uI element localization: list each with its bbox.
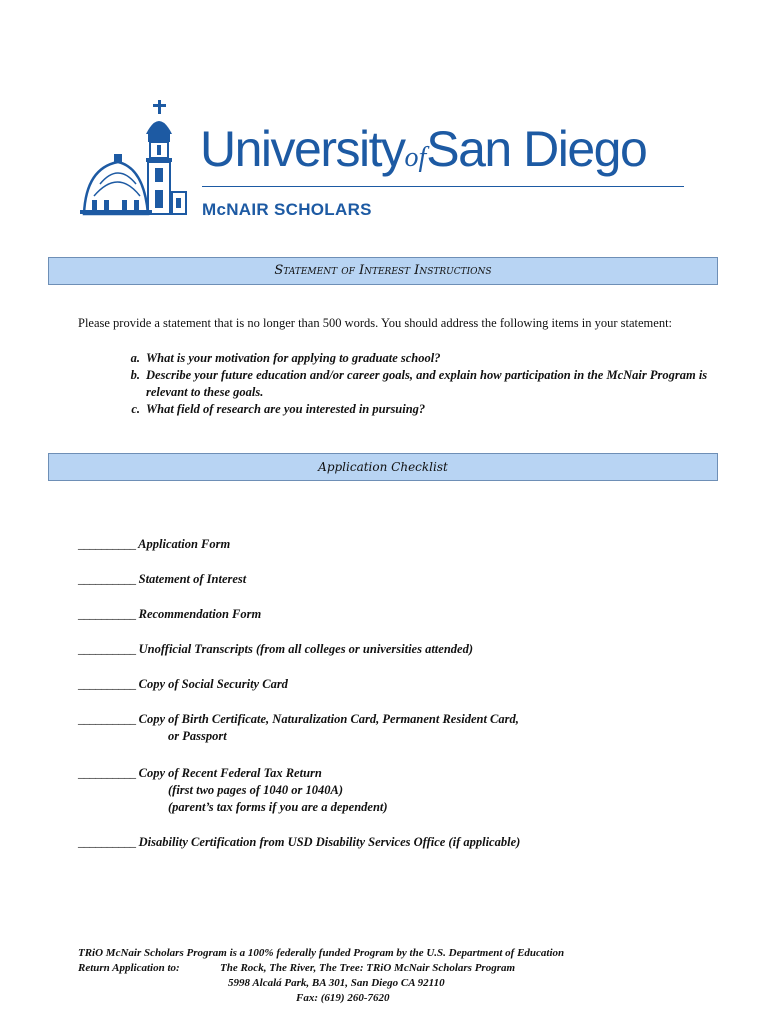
statement-item — [108, 350, 708, 367]
wordmark-rule — [202, 186, 684, 187]
footer-return-row — [78, 961, 718, 976]
checkbox-blank[interactable]: __________ — [78, 766, 136, 780]
checklist-label: Application Form — [138, 537, 231, 551]
checkbox-blank[interactable]: __________ — [78, 677, 136, 691]
checkbox-blank[interactable]: __________ — [78, 537, 136, 551]
subbrand: McNAIR SCHOLARS — [202, 200, 372, 219]
footer-return-value: The Rock, The River, The Tree: TRiO McNair Scholars Program — [220, 962, 516, 974]
checklist-item — [78, 536, 230, 553]
checklist-label: Copy of Birth Certificate, Naturalization Card, Permanent Resident Card, — [138, 712, 519, 726]
checklist-item — [78, 765, 388, 816]
checklist-heading: Application Checklist — [318, 460, 448, 474]
statement-intro: Please provide a statement that is no longer than 500 words. You should address the following items in your statement: — [78, 316, 673, 330]
checkbox-blank[interactable]: __________ — [78, 835, 136, 849]
checklist-label: Unofficial Transcripts (from all colleges or universities attended) — [138, 642, 473, 656]
item-text: What is your motivation for applying to graduate school? — [146, 351, 441, 365]
checklist-item — [78, 571, 246, 588]
item-text: Describe your future education and/or career goals, and explain how participation in the McNair Program is relevant to these goals. — [146, 368, 708, 399]
statement-item — [108, 401, 708, 418]
checkbox-blank[interactable]: __________ — [78, 572, 136, 586]
checklist-item — [78, 834, 520, 851]
checklist-item — [78, 641, 473, 658]
footer-address: 5998 Alcalá Park, BA 301, San Diego CA 92110 — [228, 977, 445, 989]
checkbox-blank[interactable]: __________ — [78, 712, 136, 726]
footer-funding-line: TRiO McNair Scholars Program is a 100% federally funded Program by the U.S. Department of Education — [78, 947, 565, 959]
footer-return-label: Return Application to: — [78, 962, 180, 974]
checklist-sublabel: or Passport — [168, 729, 227, 743]
mission-dome-tower-icon — [78, 96, 193, 220]
checklist-item — [78, 711, 519, 745]
wordmark-of: of — [404, 142, 427, 173]
item-marker: a. — [130, 351, 140, 365]
statement-items — [108, 350, 708, 418]
item-marker: b. — [130, 368, 140, 382]
statement-heading-band — [48, 257, 718, 285]
checklist-sublabel: (first two pages of 1040 or 1040A) — [168, 783, 343, 797]
checklist-label: Statement of Interest — [138, 572, 247, 586]
checklist-heading-band — [48, 453, 718, 481]
wordmark-university: University — [200, 121, 405, 177]
wordmark — [200, 121, 647, 177]
statement-heading: Statement of Interest Instructions — [274, 263, 492, 278]
checkbox-blank[interactable]: __________ — [78, 607, 136, 621]
checklist-label: Recommendation Form — [138, 607, 262, 621]
wordmark-san-diego: San Diego — [426, 121, 647, 177]
item-text: What field of research are you interested in pursuing? — [146, 402, 426, 416]
usd-logo — [78, 96, 698, 226]
item-marker: c. — [131, 402, 140, 416]
footer-fax: Fax: (619) 260-7620 — [296, 992, 390, 1004]
checkbox-blank[interactable]: __________ — [78, 642, 136, 656]
checklist-sublabel: (parent’s tax forms if you are a dependent) — [168, 800, 388, 814]
checklist-item — [78, 676, 288, 693]
checklist-label: Copy of Social Security Card — [138, 677, 288, 691]
footer — [78, 946, 718, 1006]
checklist-item — [78, 606, 261, 623]
statement-item — [108, 367, 708, 401]
checklist-label: Disability Certification from USD Disability Services Office (if applicable) — [138, 835, 521, 849]
checklist-label: Copy of Recent Federal Tax Return — [138, 766, 322, 780]
